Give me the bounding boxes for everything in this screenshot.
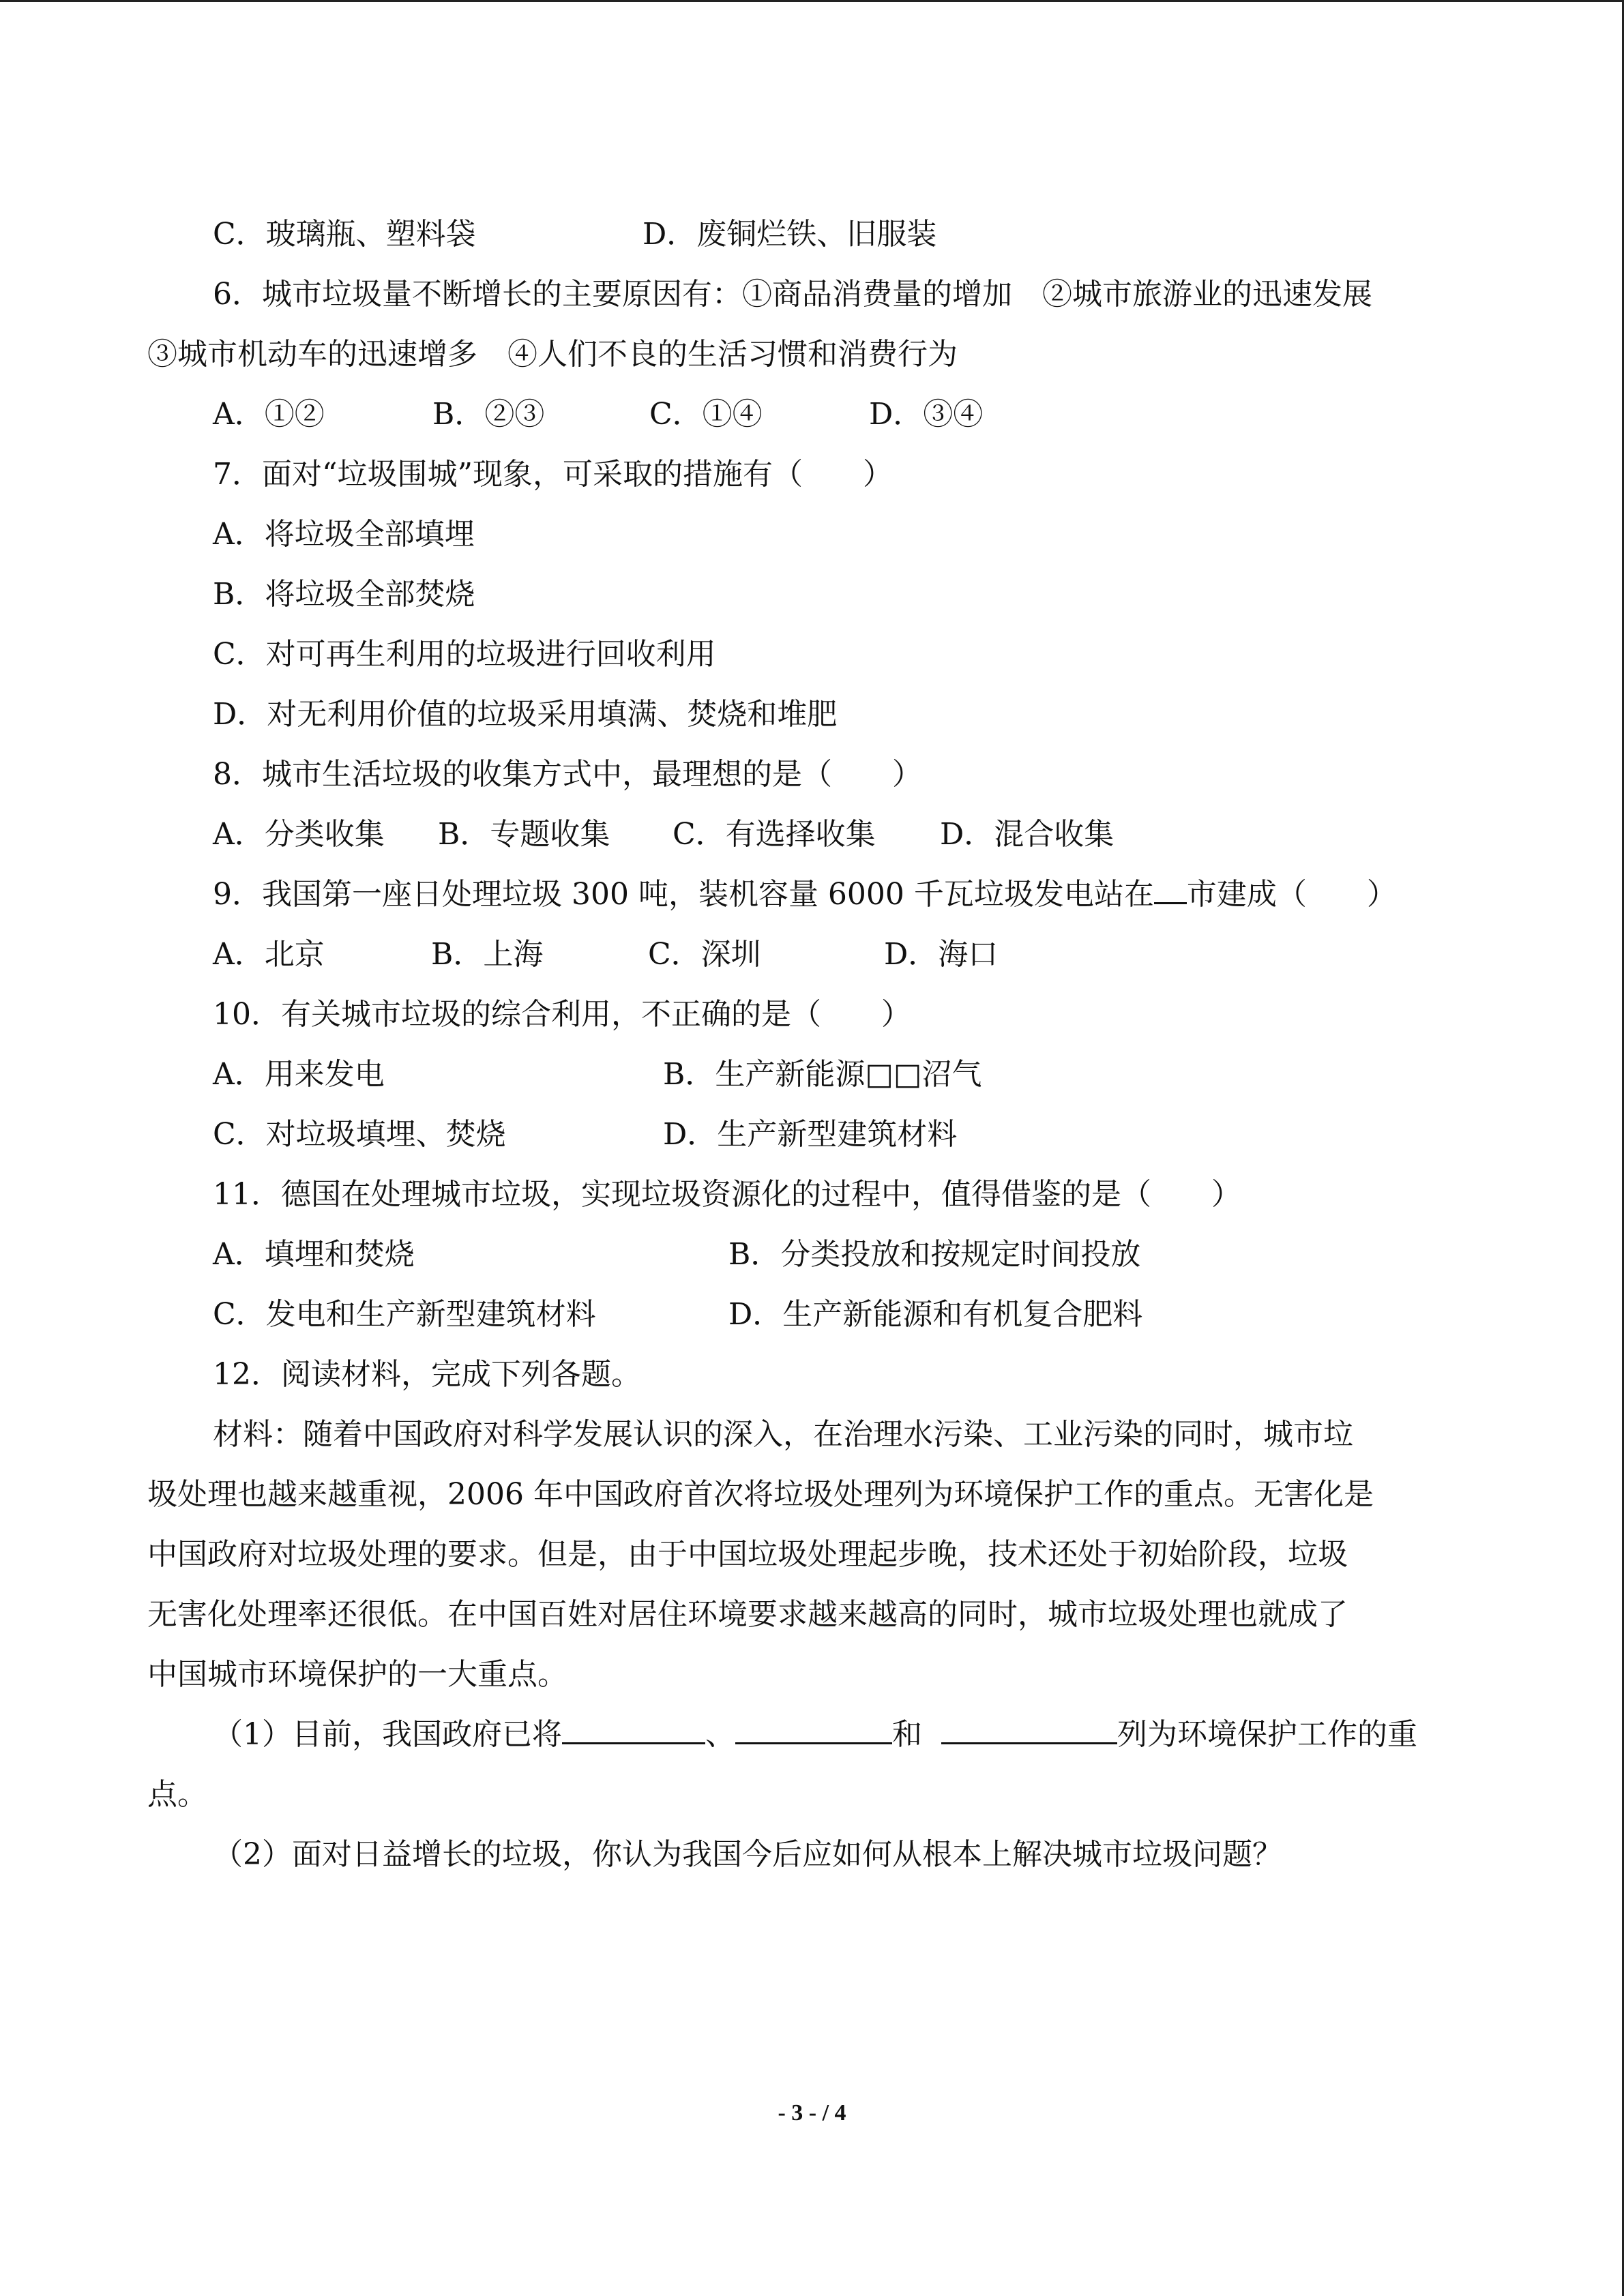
material-line5: 中国城市环境保护的一大重点。 xyxy=(147,1657,567,1692)
q9-stem-text: 9．我国第一座日处理垃圾 300 吨，装机容量 6000 千瓦垃圾发电站在 xyxy=(213,877,1154,912)
q9-option-d: D．海口 xyxy=(884,937,999,972)
q10-stem: 10．有关城市垃圾的综合利用，不正确的是（ ） xyxy=(213,997,911,1032)
q6-option-d: D．③④ xyxy=(869,397,984,432)
q8-options xyxy=(147,805,1477,865)
q12-sub1-blank-2[interactable] xyxy=(735,1710,892,1744)
q11-options-cd xyxy=(147,1285,1477,1345)
q10-option-c: C．对垃圾填埋、焚烧 xyxy=(213,1117,506,1152)
q6-stem-line2: ③城市机动车的迅速增多 ④人们不良的生活习惯和消费行为 xyxy=(147,337,958,372)
q12-sub1-sep2: 和 xyxy=(892,1717,922,1752)
q12-sub1-blank-1[interactable] xyxy=(562,1710,705,1744)
q9-answer-blank[interactable] xyxy=(1154,869,1187,904)
q6-option-a: A．①② xyxy=(213,397,325,432)
q7-option-a: A．将垃圾全部填埋 xyxy=(213,517,475,552)
q11-option-b: B．分类投放和按规定时间投放 xyxy=(728,1237,1141,1272)
q12-sub1-sep1: 、 xyxy=(705,1717,735,1752)
q11-option-d: D．生产新能源和有机复合肥料 xyxy=(728,1297,1143,1332)
q9-option-c: C．深圳 xyxy=(648,937,761,972)
q8-option-a: A．分类收集 xyxy=(213,817,385,852)
q6-option-c: C．①④ xyxy=(649,397,763,432)
q9-option-b: B．上海 xyxy=(431,937,544,972)
q11-stem: 11．德国在处理城市垃圾，实现垃圾资源化的过程中，值得借鉴的是（ ） xyxy=(213,1177,1241,1212)
q10-options-ab xyxy=(147,1045,1477,1105)
q10-options-cd xyxy=(147,1105,1477,1165)
q10-option-d: D．生产新型建筑材料 xyxy=(663,1117,958,1152)
q9-stem-end: 市建成（ ） xyxy=(1186,877,1397,912)
q6-option-b: B．②③ xyxy=(432,397,545,432)
q12-stem: 12．阅读材料，完成下列各题。 xyxy=(213,1357,641,1392)
q8-option-c: C．有选择收集 xyxy=(673,817,876,852)
q7-stem: 7．面对“垃圾围城”现象，可采取的措施有（ ） xyxy=(213,457,893,492)
q8-option-b: B．专题收集 xyxy=(438,817,610,852)
q11-option-a: A．填埋和焚烧 xyxy=(213,1237,415,1272)
q7-option-c: C．对可再生利用的垃圾进行回收利用 xyxy=(213,637,716,672)
q6-options xyxy=(147,385,1477,445)
q9-stem xyxy=(147,865,1477,925)
q5-option-c: C．玻璃瓶、塑料袋 xyxy=(213,217,476,252)
q10-option-a: A．用来发电 xyxy=(213,1057,385,1092)
document-body xyxy=(147,205,1477,1885)
q12-sub1-cont: 点。 xyxy=(147,1777,207,1812)
q11-options-ab xyxy=(147,1225,1477,1285)
q12-sub1 xyxy=(147,1705,1477,1765)
q8-option-d: D．混合收集 xyxy=(940,817,1114,852)
q5-options-cd xyxy=(147,205,1477,265)
q11-option-c: C．发电和生产新型建筑材料 xyxy=(213,1297,596,1332)
q10-option-b: B．生产新能源□□沼气 xyxy=(663,1057,982,1092)
material-line3: 中国政府对垃圾处理的要求。但是，由于中国垃圾处理起步晚，技术还处于初始阶段，垃圾 xyxy=(147,1537,1348,1572)
material-line2: 圾处理也越来越重视，2006 年中国政府首次将垃圾处理列为环境保护工作的重点。无害化是 xyxy=(147,1477,1374,1512)
material-line1: 材料：随着中国政府对科学发展认识的深入，在治理水污染、工业污染的同时，城市垃 xyxy=(213,1417,1353,1452)
page-border-top xyxy=(0,0,1624,2)
q9-option-a: A．北京 xyxy=(213,937,325,972)
q12-sub1-text-end: 列为环境保护工作的重 xyxy=(1117,1717,1417,1752)
q8-stem: 8．城市生活垃圾的收集方式中，最理想的是（ ） xyxy=(213,757,922,792)
q9-options xyxy=(147,925,1477,985)
q7-option-d: D．对无利用价值的垃圾采用填满、焚烧和堆肥 xyxy=(213,697,838,732)
material-line4: 无害化处理率还很低。在中国百姓对居住环境要求越来越高的同时，城市垃圾处理也就成了 xyxy=(147,1597,1348,1632)
q12-sub1-blank-3[interactable] xyxy=(941,1710,1117,1744)
q6-stem-line1: 6．城市垃圾量不断增长的主要原因有：①商品消费量的增加 ②城市旅游业的迅速发展 xyxy=(213,277,1372,312)
page-number: - 3 - / 4 xyxy=(778,2100,846,2126)
q12-sub2: （2）面对日益增长的垃圾，你认为我国今后应如何从根本上解决城市垃圾问题？ xyxy=(213,1837,1282,1872)
q12-sub1-text: （1）目前，我国政府已将 xyxy=(213,1717,562,1752)
q5-option-d: D．废铜烂铁、旧服装 xyxy=(643,217,937,252)
q7-option-b: B．将垃圾全部焚烧 xyxy=(213,577,475,612)
